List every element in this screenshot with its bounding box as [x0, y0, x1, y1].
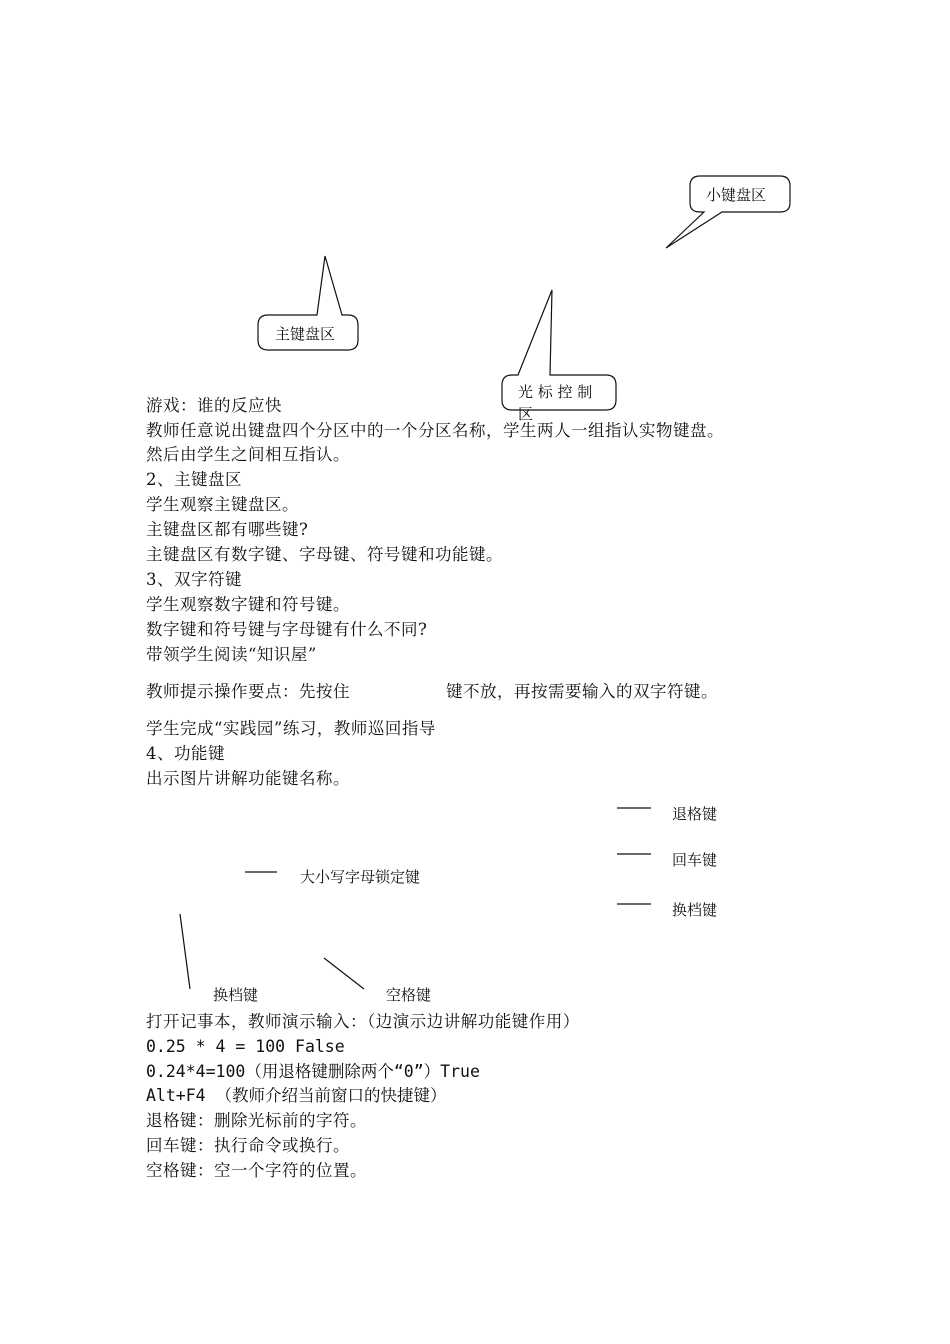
enter-definition: 回车键：执行命令或换行。	[146, 1136, 350, 1155]
backspace-key-label: 退格键	[672, 805, 718, 823]
space-definition: 空格键：空一个字符的位置。	[146, 1161, 367, 1180]
section-4-description: 出示图片讲解功能键名称。	[146, 769, 350, 788]
alt-f4-line: Alt+F4 （教师介绍当前窗口的快捷键）	[146, 1086, 447, 1105]
section-4-title: 4、功能键	[146, 744, 225, 763]
notepad-demo-line: 打开记事本，教师演示输入：（边演示边讲解功能键作用）	[146, 1012, 580, 1031]
space-leader-line	[324, 958, 364, 989]
cursor-control-callout-label-line1: 光 标 控 制	[518, 383, 593, 401]
capslock-key-label: 大小写字母锁定键	[300, 868, 421, 886]
teacher-tip-part-1: 教师提示操作要点：先按住	[146, 682, 350, 701]
enter-key-label: 回车键	[672, 851, 718, 869]
backspace-definition: 退格键：删除光标前的字符。	[146, 1111, 367, 1130]
section-3-question: 数字键和符号键与字母键有什么不同?	[146, 620, 428, 639]
teacher-tip	[146, 680, 718, 704]
small-keypad-callout-label: 小键盘区	[706, 186, 767, 204]
shift-key-right-label: 换档键	[672, 901, 718, 919]
expression-line-2: 0.24*4=100（用退格键删除两个“0”）True	[146, 1062, 480, 1081]
shift-left-leader-line	[180, 914, 190, 989]
section-2-title: 2、主键盘区	[146, 470, 242, 489]
section-3-observe: 学生观察数字键和符号键。	[146, 595, 350, 614]
section-2-answer: 主键盘区有数字键、字母键、符号键和功能键。	[146, 545, 503, 564]
game-description: 教师任意说出键盘四个分区中的一个分区名称，学生两人一组指认实物键盘。	[146, 421, 724, 440]
section-2-observe: 学生观察主键盘区。	[146, 495, 299, 514]
game-title: 游戏：谁的反应快	[146, 396, 282, 415]
section-2-question: 主键盘区都有哪些键?	[146, 520, 309, 539]
main-keyboard-callout-label: 主键盘区	[275, 325, 336, 343]
shift-key-left-label: 换档键	[213, 986, 259, 1004]
section-3-read: 带领学生阅读“知识屋”	[146, 645, 317, 664]
game-description-continued: 然后由学生之间相互指认。	[146, 445, 350, 464]
section-3-title: 3、双字符键	[146, 570, 242, 589]
teacher-tip-part-2: 键不放，再按需要输入的双字符键。	[446, 682, 718, 701]
space-key-label: 空格键	[386, 986, 432, 1004]
expression-line-1: 0.25 * 4 = 100 False	[146, 1037, 345, 1056]
practice-line: 学生完成“实践园”练习，教师巡回指导	[146, 719, 436, 738]
cursor-control-callout-label-line2: 区	[518, 405, 534, 423]
